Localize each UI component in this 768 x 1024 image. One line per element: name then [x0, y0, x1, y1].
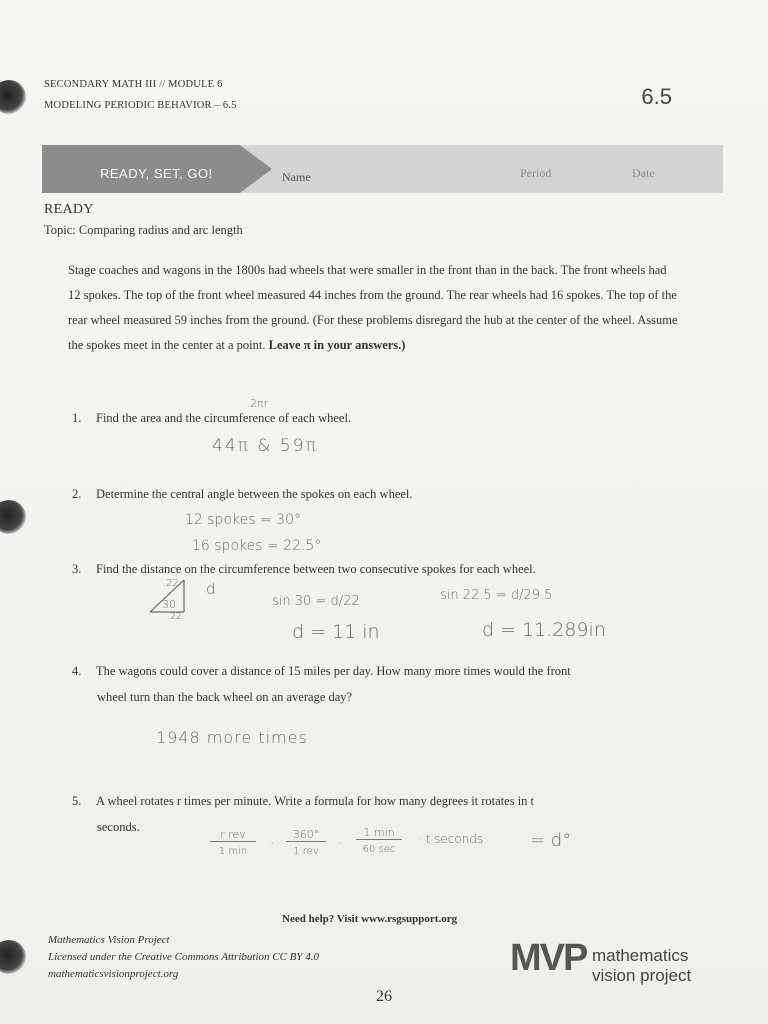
date-field-label: Date: [632, 166, 655, 180]
name-field-label: Name: [282, 170, 311, 184]
handwritten-equation-3a: sin 30 = d/22: [272, 594, 360, 609]
question-text: Find the area and the circumference of each wheel.: [96, 411, 352, 425]
footer-credits: [48, 932, 319, 983]
question-number: 4.: [72, 664, 82, 678]
sketch-label-angle: 30: [162, 598, 176, 611]
fraction-2-numerator: 360°: [286, 828, 326, 842]
multiply-dot: ·: [338, 836, 343, 852]
logo-line-1: mathematics: [592, 946, 689, 965]
sketch-label-top: 22: [166, 578, 179, 589]
handwritten-equation-3b: sin 22.5 = d/29.5: [440, 588, 553, 603]
question-text: Find the distance on the circumference between two consecutive spokes for each wheel.: [96, 562, 536, 576]
logo-line-2: vision project: [592, 966, 692, 985]
formula-seconds-term: · t seconds: [418, 832, 484, 846]
intro-paragraph: [68, 258, 678, 358]
fraction-2-denominator: 1 rev: [293, 846, 319, 857]
fraction-1-denominator: 1 min: [218, 846, 248, 857]
intro-emphasis: Leave π in your answers.): [268, 338, 406, 352]
question-1: [72, 405, 351, 431]
handwritten-note: 2πr: [250, 397, 269, 410]
course-title: SECONDARY MATH III // MODULE 6: [44, 79, 223, 90]
question-text: A wheel rotates r times per minute. Write a formula for how many degrees it rotates in t: [96, 794, 535, 808]
footer-website: mathematicsvisionproject.org: [48, 968, 179, 980]
formula-result: = d°: [530, 830, 572, 851]
banner-title: READY, SET, GO!: [100, 166, 213, 181]
question-number: 2.: [72, 487, 82, 501]
intro-text: Stage coaches and wagons in the 1800s had wheels that were smaller in the front than in the back. The front wheels had 12 spokes. The top of the front wheel measured 44 inches from the ground. The rear wheels had 16 spokes. The top of the rear wheel measured 59 inches from the ground. (For these problems disregard the hub at the center of the wheel. Assume the spokes meet in the center at a point.: [68, 263, 678, 352]
question-text: Determine the central angle between the spokes on each wheel.: [96, 487, 413, 501]
lesson-title: MODELING PERIODIC BEHAVIOR – 6.5: [44, 100, 237, 111]
handwritten-answer-2a: 12 spokes = 30°: [185, 512, 301, 528]
fraction-3-numerator: 1 min: [356, 826, 402, 840]
fraction-3-denominator: 60 sec: [362, 844, 396, 855]
handwritten-answer-1: 44π & 59π: [212, 436, 318, 456]
fraction-1-numerator: r rev: [210, 828, 256, 842]
footer-license: Licensed under the Creative Commons Attribution CC BY 4.0: [48, 951, 320, 963]
page-number: 26: [376, 988, 392, 1005]
binder-hole-top: [0, 80, 26, 114]
section-topic: Topic: Comparing radius and arc length: [44, 223, 243, 237]
handwritten-answer-3a: d = 11 in: [292, 621, 380, 643]
section-title: READY: [44, 202, 94, 217]
mvp-logo-mark: MVP: [510, 937, 587, 979]
help-line: Need help? Visit www.rsgsupport.org: [282, 913, 458, 925]
multiply-dot: ·: [270, 836, 275, 852]
period-field-label: Period: [520, 166, 552, 180]
binder-hole-middle: [0, 500, 26, 534]
question-number: 5.: [72, 794, 82, 808]
handwritten-answer-2b: 16 spokes = 22.5°: [192, 538, 322, 554]
footer-project-name: Mathematics Vision Project: [48, 934, 170, 946]
course-header: [44, 74, 237, 116]
question-2: [72, 481, 413, 507]
handwritten-answer-3b: d = 11.289in: [482, 619, 606, 641]
triangle-sketch: [140, 578, 230, 626]
mvp-logo-text: [592, 946, 691, 986]
sketch-label-bottom: 22: [170, 612, 182, 622]
handwritten-answer-4: 1948 more times: [156, 728, 308, 747]
question-number: 1.: [72, 411, 82, 425]
question-4: [72, 658, 571, 684]
question-text: The wagons could cover a distance of 15 miles per day. How many more times would the front: [96, 664, 571, 678]
question-number: 3.: [72, 562, 82, 576]
question-5-continued: seconds.: [97, 820, 140, 834]
question-4-continued: wheel turn than the back wheel on an average day?: [97, 690, 353, 704]
sketch-label-side: d: [206, 580, 216, 598]
question-5: [72, 788, 534, 814]
lesson-number: 6.5: [641, 84, 672, 109]
binder-hole-bottom: [0, 940, 26, 974]
